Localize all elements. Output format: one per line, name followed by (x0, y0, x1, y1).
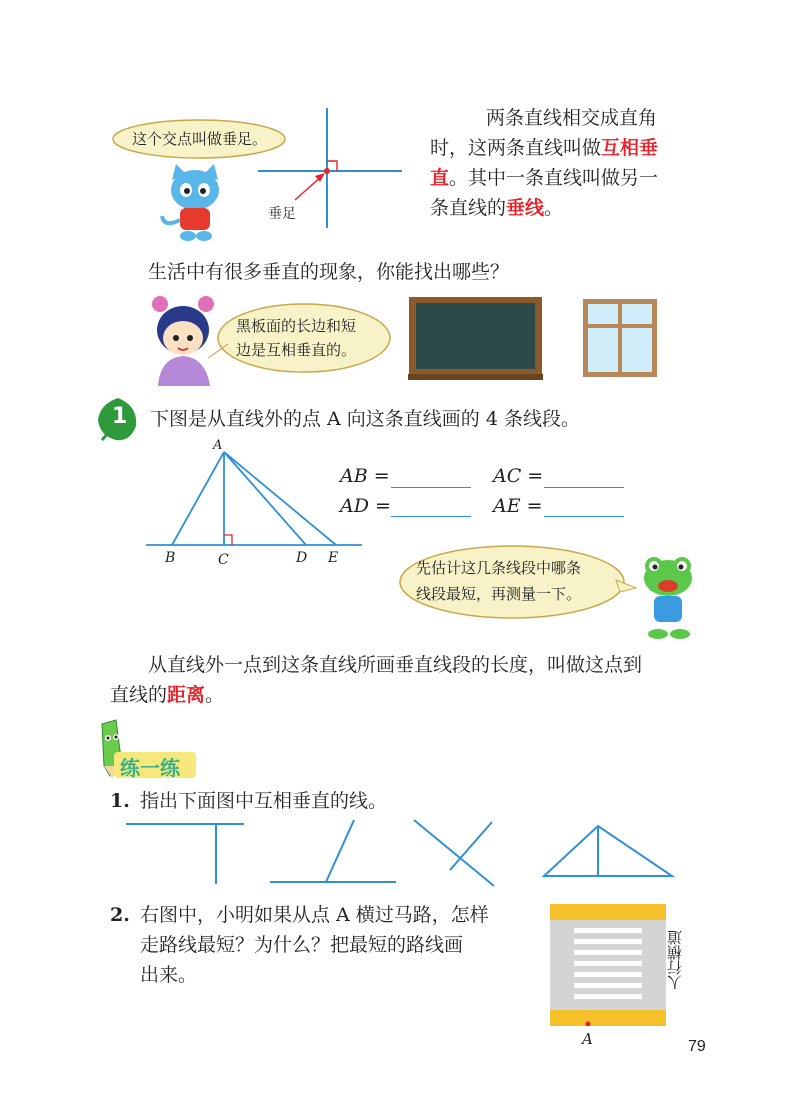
q1-text: 指出下面图中互相垂直的线。 (140, 790, 388, 812)
figure-cross-shape[interactable] (414, 820, 494, 886)
crosswalk-road[interactable] (550, 904, 666, 1026)
segments-diagram (146, 440, 362, 568)
figure-triangle-shape[interactable] (544, 826, 672, 876)
foot-label: 垂足 (268, 206, 296, 222)
def-line-4 (430, 193, 710, 223)
distance-text: 直线的 (110, 684, 168, 706)
window-picture (582, 298, 658, 378)
def-line-2 (430, 133, 710, 163)
measure-label: AE = (493, 495, 543, 517)
term-perpendicular-end: 直 (430, 167, 450, 189)
girl-bubble-text-1: 黑板面的长边和短 (236, 317, 357, 335)
q2-text (140, 900, 530, 990)
q2-number: 2. (110, 904, 130, 926)
answer-line-ae[interactable] (544, 516, 624, 517)
term-distance: 距离 (167, 684, 206, 706)
def-line-3 (430, 163, 710, 193)
cat-mascot (150, 160, 240, 245)
point-b-label: B (165, 550, 176, 566)
example-instruction: 下图是从直线外的点 A 向这条直线画的 4 条线段。 (150, 408, 580, 430)
measure-label: AB = (340, 465, 390, 487)
def-text: 。 (544, 197, 564, 219)
measure-ae (493, 495, 543, 517)
distance-text: 。 (205, 684, 225, 706)
def-line-1: 两条直线相交成直角 (486, 107, 658, 129)
distance-line-2 (110, 680, 710, 710)
point-d-label: D (296, 550, 308, 566)
answer-line-ac[interactable] (544, 487, 624, 488)
def-text: 。其中一条直线叫做另一 (449, 167, 659, 189)
measure-label: AC = (493, 465, 544, 487)
measure-ab (340, 465, 390, 487)
example-number: 1 (112, 404, 128, 429)
measure-ac (493, 465, 543, 487)
point-a-label: A (213, 438, 223, 453)
q2-line-1: 右图中，小明如果从点 A 横过马路，怎样 (140, 904, 489, 926)
page-number: 79 (688, 1038, 706, 1055)
measure-label: AD = (340, 495, 391, 517)
figure-angle-shape[interactable] (270, 820, 396, 882)
answer-line-ad[interactable] (391, 516, 471, 517)
q1-number: 1. (110, 790, 130, 812)
crosswalk-label: 人行横道 (666, 930, 684, 990)
measure-ad (340, 495, 391, 517)
point-c-label: C (218, 552, 229, 568)
figure-t-shape[interactable] (126, 824, 244, 884)
perpendicular-figures (120, 818, 680, 890)
def-text: 时，这两条直线叫做 (430, 137, 602, 159)
life-question: 生活中有很多垂直的现象，你能找出哪些？ (148, 261, 510, 283)
frog-bubble-text-2: 线段最短，再测量一下。 (416, 585, 582, 603)
blackboard-picture (408, 296, 543, 382)
point-a-crosswalk: A (582, 1030, 593, 1048)
cat-bubble-text: 这个交点叫做垂足。 (132, 130, 268, 148)
point-e-label: E (328, 550, 339, 566)
girl-bubble-text-2: 边是互相垂直的。 (236, 341, 357, 359)
q2-line-2: 走路线最短？为什么？把最短的路线画 (140, 934, 464, 956)
term-mutually-perpendicular: 互相垂 (601, 137, 659, 159)
frog-mascot (636, 556, 700, 642)
answer-line-ab[interactable] (391, 487, 471, 488)
q2-line-3: 出来。 (140, 964, 198, 986)
girl-bubble (206, 300, 394, 376)
def-text: 条直线的 (430, 197, 507, 219)
term-perpendicular-line: 垂线 (506, 197, 545, 219)
frog-bubble (398, 542, 638, 622)
practice-title: 练一练 (120, 756, 180, 780)
perpendicular-definition (430, 103, 710, 223)
distance-line-1: 从直线外一点到这条直线所画垂直线段的长度，叫做这点到 (148, 654, 643, 676)
distance-definition (110, 650, 710, 710)
frog-bubble-text-1: 先估计这几条线段中哪条 (416, 559, 582, 577)
